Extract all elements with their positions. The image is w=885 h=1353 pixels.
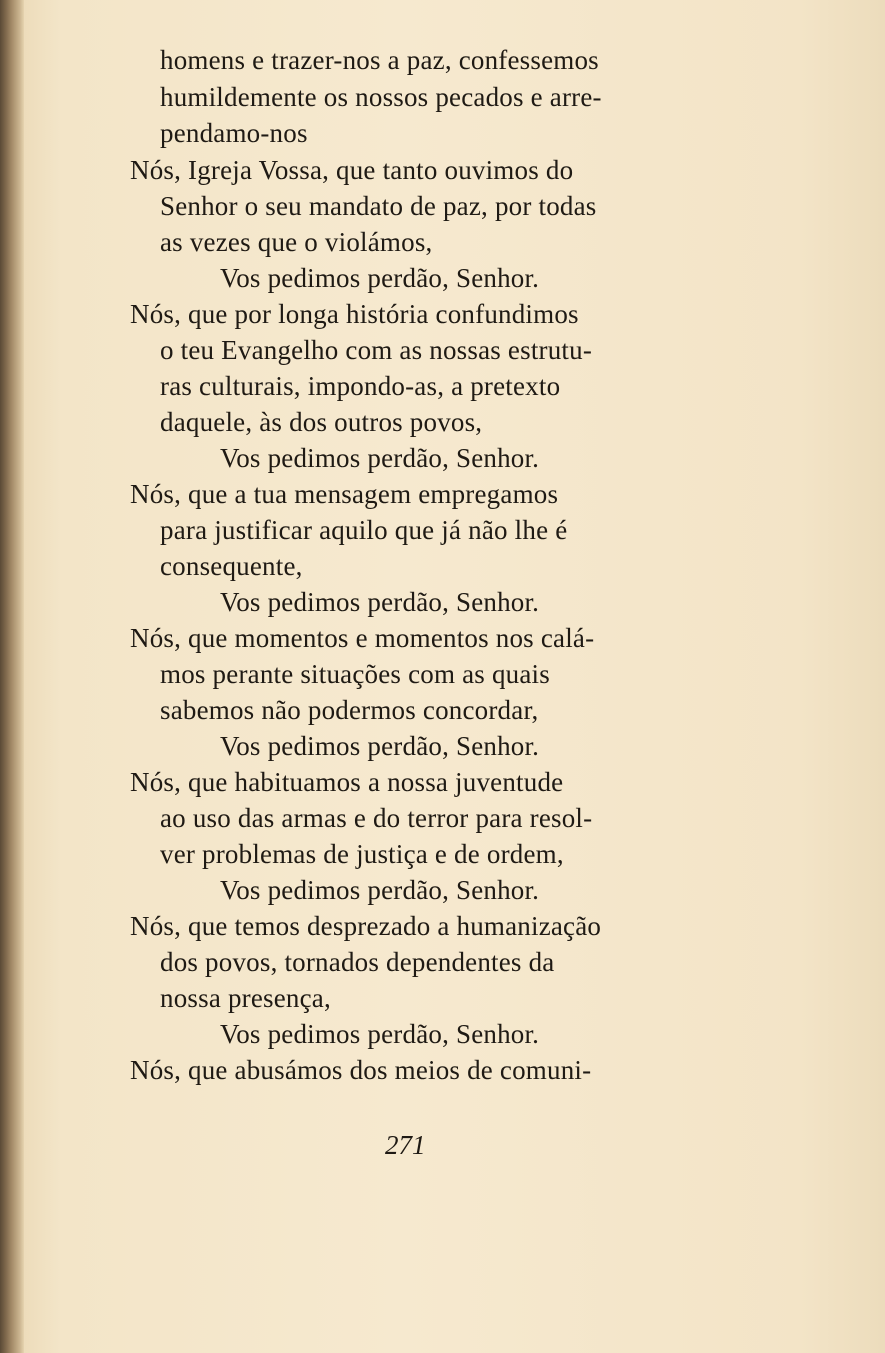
response-line: Vos pedimos perdão, Senhor. — [220, 263, 540, 293]
text-line: mos perante situações com as quais — [160, 659, 550, 689]
text-line: Nós, que habituamos a nossa juventude — [130, 767, 564, 797]
response-line: Vos pedimos perdão, Senhor. — [220, 443, 540, 473]
text-line: daquele, às dos outros povos, — [160, 407, 483, 437]
text-line: o teu Evangelho com as nossas estrutu- — [160, 335, 593, 365]
text-line: Nós, que abusámos dos meios de comuni- — [130, 1055, 592, 1085]
text-line: Nós, que temos desprezado a humanização — [130, 911, 602, 941]
text-line: pendamo-nos — [160, 118, 308, 148]
text-line: humildemente os nossos pecados e arre- — [160, 82, 602, 112]
response-line: Vos pedimos perdão, Senhor. — [220, 1019, 540, 1049]
text-line: as vezes que o violámos, — [160, 227, 433, 257]
text-line: homens e trazer-nos a paz, confessemos — [160, 45, 599, 75]
page-binding-edge — [0, 0, 24, 1353]
response-line: Vos pedimos perdão, Senhor. — [220, 875, 540, 905]
text-line: Nós, Igreja Vossa, que tanto ouvimos do — [130, 155, 574, 185]
text-line: Senhor o seu mandato de paz, por todas — [160, 191, 597, 221]
text-line: Nós, que por longa história confundimos — [130, 299, 579, 329]
text-line: consequente, — [160, 551, 303, 581]
text-line: ras culturais, impondo-as, a pretexto — [160, 371, 561, 401]
response-line: Vos pedimos perdão, Senhor. — [220, 587, 540, 617]
text-line: ver problemas de justiça e de ordem, — [160, 839, 564, 869]
text-line: ao uso das armas e do terror para resol- — [160, 803, 593, 833]
text-line: nossa presença, — [160, 983, 331, 1013]
text-line: dos povos, tornados dependentes da — [160, 947, 555, 977]
response-line: Vos pedimos perdão, Senhor. — [220, 731, 540, 761]
text-line: sabemos não podermos concordar, — [160, 695, 539, 725]
page-number: 271 — [385, 1130, 426, 1160]
text-line: Nós, que momentos e momentos nos calá- — [130, 623, 595, 653]
text-line: para justificar aquilo que já não lhe é — [160, 515, 568, 545]
text-line: Nós, que a tua mensagem empregamos — [130, 479, 559, 509]
